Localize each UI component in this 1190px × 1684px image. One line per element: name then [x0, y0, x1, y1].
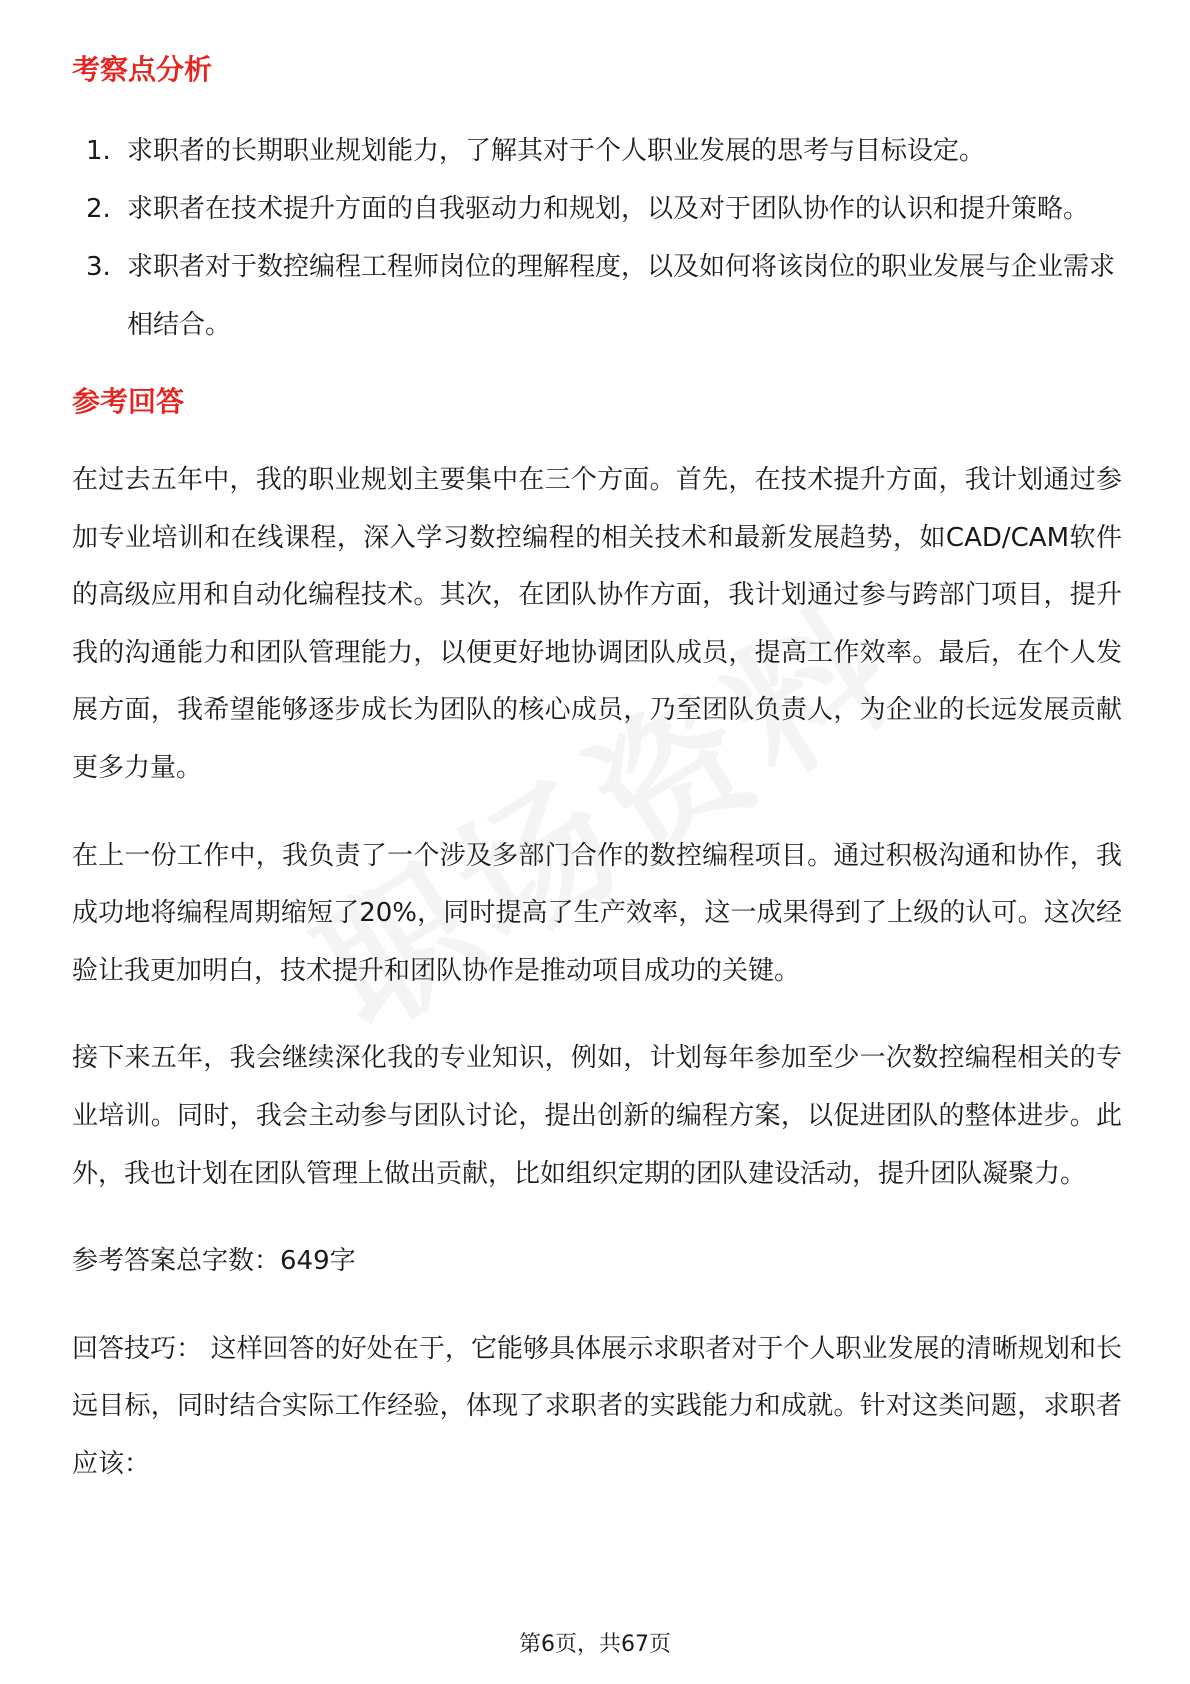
list-item-text: 求职者对于数控编程工程师岗位的理解程度，以及如何将该岗位的职业发展与企业需求相结合。 [127, 252, 1116, 340]
section-title-analysis: 考察点分析 [72, 53, 213, 86]
list-item [72, 122, 1122, 180]
list-number: 2. [86, 194, 111, 224]
page-footer: 第6页，共67页 [519, 1632, 671, 1657]
list-number: 1. [86, 136, 111, 166]
answer-tips: 回答技巧： 这样回答的好处在于，它能够具体展示求职者对于个人职业发展的清晰规划和长远目标，同时结合实际工作经验，体现了求职者的实践能力和成就。针对这类问题，求职者应该： [72, 1333, 1122, 1479]
list-item-text: 求职者在技术提升方面的自我驱动力和规划，以及对于团队协作的认识和提升策略。 [127, 194, 1090, 224]
page-content [72, 48, 1122, 1494]
word-count: 参考答案总字数：649字 [72, 1246, 356, 1277]
list-item [72, 238, 1122, 354]
answer-paragraph: 在上一份工作中，我负责了一个涉及多部门合作的数控编程项目。通过积极沟通和协作，我成功地将编程周期缩短了20%，同时提高了生产效率，这一成果得到了上级的认可。这次经验让我更加明白，技术提升和团队协作是推动项目成功的关键。 [72, 840, 1122, 986]
analysis-list [72, 122, 1122, 354]
list-item [72, 180, 1122, 238]
list-item-text: 求职者的长期职业规划能力，了解其对于个人职业发展的思考与目标设定。 [127, 136, 986, 166]
answer-paragraph: 在过去五年中，我的职业规划主要集中在三个方面。首先，在技术提升方面，我计划通过参加专业培训和在线课程，深入学习数控编程的相关技术和最新发展趋势，如CAD/CAM软件的高级应用和自动化编程技术。其次，在团队协作方面，我计划通过参与跨部门项目，提升我的沟通能力和团队管理能力，以便更好地协调团队成员，提高工作效率。最后，在个人发展方面，我希望能够逐步成长为团队的核心成员，乃至团队负责人，为企业的长远发展贡献更多力量。 [72, 465, 1122, 783]
answer-paragraph: 接下来五年，我会继续深化我的专业知识，例如，计划每年参加至少一次数控编程相关的专业培训。同时，我会主动参与团队讨论，提出创新的编程方案，以促进团队的整体进步。此外，我也计划在团队管理上做出贡献，比如组织定期的团队建设活动，提升团队凝聚力。 [72, 1043, 1122, 1189]
list-number: 3. [86, 252, 111, 282]
section-title-answer: 参考回答 [72, 385, 185, 418]
